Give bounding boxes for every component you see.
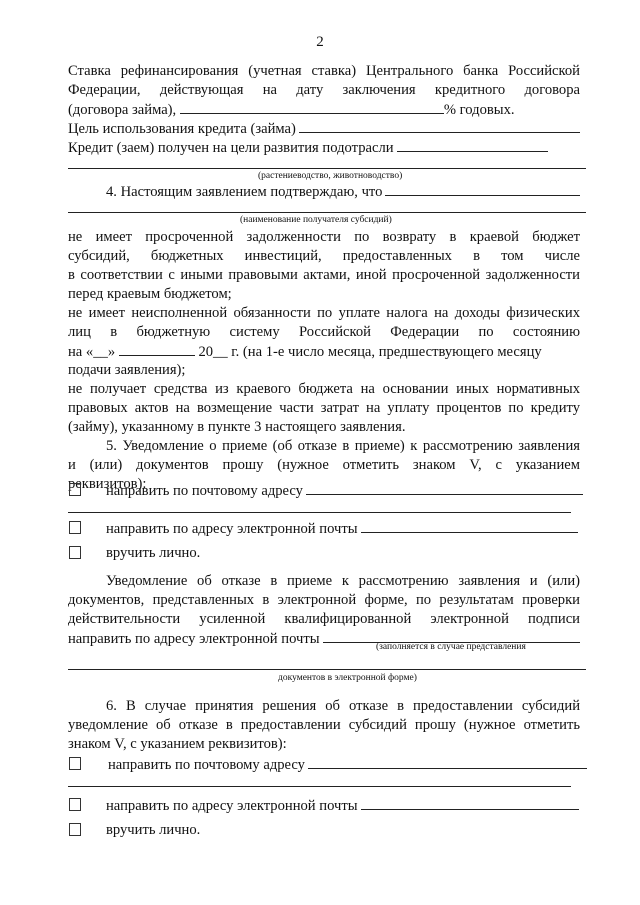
month-blank[interactable]: [119, 342, 195, 356]
text-line: не имеет просроченной задолженности по возврату в краевой бюджет: [68, 229, 580, 245]
text-fragment: направить по адресу электронной почты: [68, 631, 320, 647]
option-label: направить по почтовому адресу: [106, 483, 303, 499]
subsector-line: [68, 138, 580, 158]
text-line: (займу), указанному в пункте 3 настоящего заявления.: [68, 419, 406, 435]
section-6-heading: 6. В случае принятия решения об отказе в предоставлении субсидий: [106, 698, 580, 714]
text-fragment: на «__»: [68, 344, 116, 360]
text-line: субсидий, бюджетных инвестиций, предоставленных в том числе: [68, 248, 580, 264]
postal-address-blank-line[interactable]: [68, 512, 571, 513]
caption: (растениеводство, животноводство): [258, 171, 403, 181]
credit-purpose-blank[interactable]: [299, 119, 580, 133]
text-fragment: (договора займа),: [68, 102, 177, 118]
checkbox-email-6[interactable]: [69, 798, 81, 811]
caption: документов в электронной форме): [278, 673, 417, 683]
email-address-blank[interactable]: [361, 796, 579, 810]
text-line: [68, 100, 580, 120]
section-5-heading: 5. Уведомление о приеме (об отказе в приеме) к рассмотрению заявления: [106, 438, 580, 454]
applicant-blank[interactable]: [385, 182, 580, 196]
option-personal-6: вручить лично.: [106, 822, 201, 838]
postal-address-blank[interactable]: [306, 481, 583, 495]
option-personal-5: вручить лично.: [106, 545, 201, 561]
option-label: направить по адресу электронной почты: [106, 521, 358, 537]
section-4-heading: [106, 182, 580, 202]
text-line: Федерации, действующая на дату заключения кредитного договора: [68, 82, 580, 98]
caption: (наименование получателя субсидий): [240, 215, 392, 225]
text-line: в соответствии с иными правовыми актами, иной просроченной задолженности: [68, 267, 580, 283]
option-label: направить по адресу электронной почты: [106, 798, 358, 814]
page-number: 2: [316, 34, 324, 50]
text-line: действительности усиленной квалифицированной электронной подписи: [68, 611, 580, 627]
caption: (заполняется в случае представления: [376, 642, 526, 652]
text-line: Уведомление об отказе в приеме к рассмотрению заявления и (или): [106, 573, 580, 589]
text-fragment: 4. Настоящим заявлением подтверждаю, что: [106, 184, 383, 200]
text-line: реквизитов):: [68, 476, 147, 492]
text-line: не получает средства из краевого бюджета на основании иных нормативных: [68, 381, 580, 397]
checkbox-mail-6[interactable]: [69, 757, 81, 770]
text-fragment: % годовых.: [443, 102, 515, 118]
text-fragment: Кредит (заем) получен на цели развития подотрасли: [68, 140, 394, 156]
text-line: правовых актов на возмещение части затрат на уплату процентов по кредиту: [68, 400, 580, 416]
postal-address-blank-line[interactable]: [68, 786, 571, 787]
checkbox-personal-5[interactable]: [69, 546, 81, 559]
option-mail-6: [108, 755, 587, 775]
option-email-6: [106, 796, 579, 816]
notice-email-blank[interactable]: [323, 629, 580, 643]
checkbox-email-5[interactable]: [69, 521, 81, 534]
text-line: перед краевым бюджетом;: [68, 286, 232, 302]
applicant-blank-line[interactable]: [68, 212, 586, 213]
text-line: уведомление об отказе в предоставлении субсидий прошу (нужное отметить: [68, 717, 580, 733]
text-fragment: Цель использования кредита (займа): [68, 121, 296, 137]
subsector-blank-line[interactable]: [68, 168, 586, 169]
text-line: знаком V, с указанием реквизитов):: [68, 736, 287, 752]
text-line: подачи заявления);: [68, 362, 186, 378]
notice-email-blank-line[interactable]: [68, 669, 586, 670]
checkbox-personal-6[interactable]: [69, 823, 81, 836]
date-line: [68, 342, 580, 362]
text-line: лиц в бюджетную систему Российской Федерации по состоянию: [68, 324, 580, 340]
text-line: не имеет неисполненной обязанности по уплате налога на доходы физических: [68, 305, 580, 321]
text-line: и (или) документов прошу (нужное отметить знаком V, с указанием: [68, 457, 580, 473]
rate-blank[interactable]: [180, 100, 444, 114]
option-mail-5: [106, 481, 583, 501]
option-label: направить по почтовому адресу: [108, 757, 305, 773]
text-line: документов, представленных в электронной форме, по результатам проверки: [68, 592, 580, 608]
text-line: Ставка рефинансирования (учетная ставка) Центрального банка Российской: [68, 63, 580, 79]
postal-address-blank[interactable]: [308, 755, 587, 769]
option-email-5: [106, 519, 578, 539]
text-fragment: 20__ г. (на 1-е число месяца, предшествующего месяцу: [198, 344, 542, 360]
subsector-blank[interactable]: [397, 138, 548, 152]
credit-purpose-line: [68, 119, 580, 139]
email-address-blank[interactable]: [361, 519, 578, 533]
checkbox-mail-5[interactable]: [69, 483, 81, 496]
